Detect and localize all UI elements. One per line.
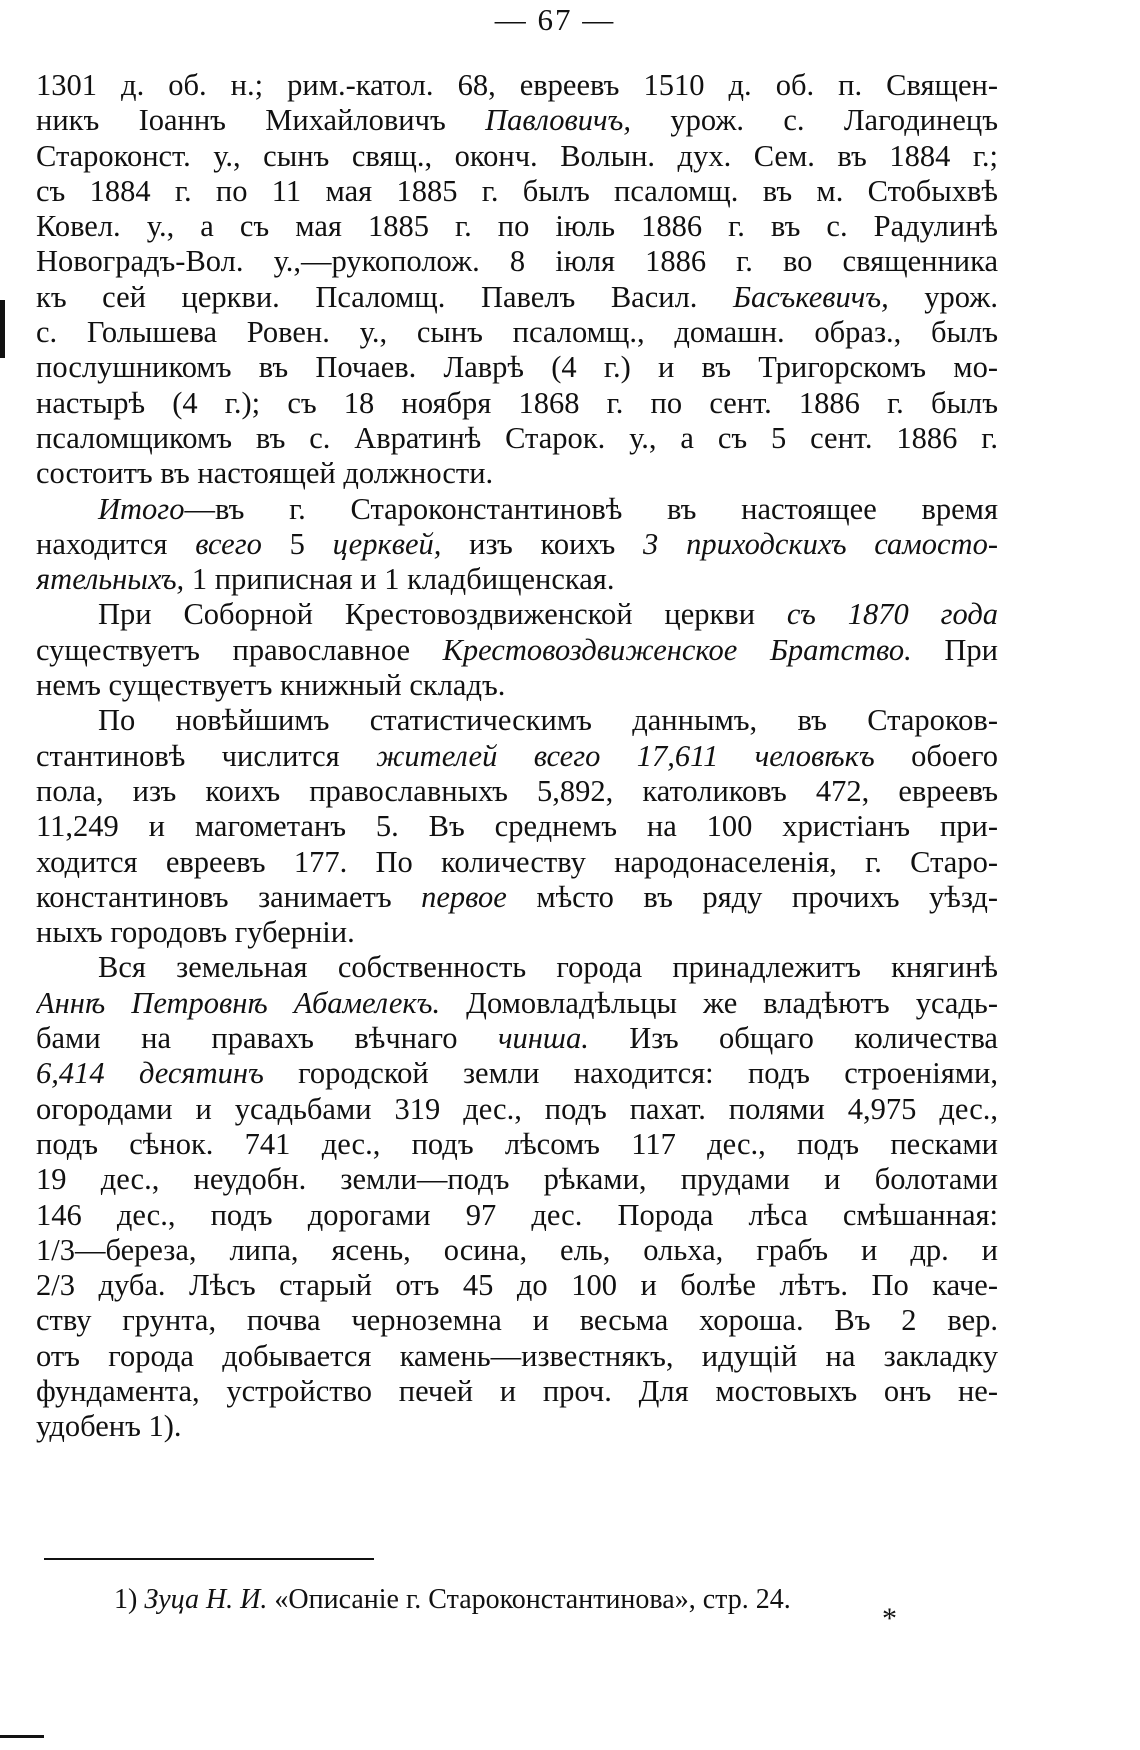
italic-text: всего [195, 526, 262, 561]
text-segment: огородами и усадьбами 319 дес., подъ пахат. полями 4,975 дес., [36, 1091, 998, 1126]
text-line [36, 668, 998, 703]
text-segment: По новѣйшимъ статистическимъ даннымъ, въ Староков- [98, 703, 998, 738]
text-segment: Новоградъ-Вол. у.,—рукополож. 8 іюля 1886 г. во священника [36, 244, 998, 279]
text-segment: 1 приписная и 1 кладбищенская. [184, 562, 615, 597]
margin-mark [0, 1735, 44, 1738]
italic-text: Аннѣ Петровнѣ Абамелекъ. [36, 985, 441, 1020]
text-segment: обоего [874, 738, 998, 773]
text-segment: псаломщикомъ въ с. Авратинѣ Старок. у., а съ 5 сент. 1886 г. [36, 420, 998, 455]
text-line [36, 1374, 998, 1409]
text-segment: 5 [261, 526, 333, 561]
text-line [36, 1409, 998, 1444]
text-segment: изъ коихъ [441, 526, 644, 561]
text-segment: немъ существуетъ книжный складъ. [36, 668, 506, 703]
paragraph [36, 68, 998, 492]
text-segment: никъ Іоаннъ Михайловичъ [36, 103, 486, 138]
paragraph [36, 492, 998, 598]
footnote [114, 1584, 791, 1616]
text-line [36, 597, 998, 632]
text-line [36, 280, 998, 315]
text-segment: находится [36, 526, 196, 561]
text-line [36, 1268, 998, 1303]
text-segment: ходится евреевъ 177. По количеству народонаселенія, г. Старо- [36, 844, 998, 879]
text-segment: урож. с. Лагодинецъ [631, 103, 998, 138]
text-line [36, 1233, 998, 1268]
text-segment: 2/3 дуба. Лѣсъ старый отъ 45 до 100 и болѣе лѣтъ. По каче- [36, 1268, 998, 1303]
text-line [36, 809, 998, 844]
text-segment: 146 дес., подъ дорогами 97 дес. Порода лѣса смѣшанная: [36, 1197, 998, 1232]
text-line [36, 562, 998, 597]
text-line [36, 1127, 998, 1162]
text-line [36, 703, 998, 738]
text-line [36, 774, 998, 809]
text-segment: удобенъ 1). [36, 1409, 182, 1444]
star-mark: * [882, 1602, 897, 1635]
text-line [36, 880, 998, 915]
page-number: — 67 — [494, 2, 616, 37]
text-segment: Староконст. у., сынъ свящ., оконч. Волын. дух. Сем. въ 1884 г.; [36, 138, 998, 173]
text-line [36, 492, 998, 527]
text-segment: существуетъ православное [36, 632, 443, 667]
italic-text: первое [421, 879, 507, 914]
text-line [36, 1162, 998, 1197]
text-line [36, 386, 998, 421]
italic-text: съ 1870 года [786, 597, 998, 632]
margin-mark [0, 300, 5, 358]
text-line [36, 1056, 998, 1091]
text-line [36, 456, 998, 491]
text-line [36, 1339, 998, 1374]
italic-text: Павловичъ, [485, 103, 631, 138]
text-line [36, 950, 998, 985]
text-line [36, 68, 998, 103]
text-segment: настырѣ (4 г.); съ 18 ноября 1868 г. по сент. 1886 г. былъ [36, 385, 998, 420]
text-line [36, 845, 998, 880]
text-segment: 19 дес., неудобн. земли—подъ рѣками, прудами и болотами [36, 1162, 998, 1197]
text-segment: Вся земельная собственность города принадлежитъ княгинѣ [98, 950, 998, 985]
italic-text: ятельныхъ, [36, 562, 185, 597]
text-segment: бами на правахъ вѣчнаго [36, 1021, 498, 1056]
text-segment: 11,249 и магометанъ 5. Въ среднемъ на 100 христіанъ при- [36, 809, 998, 844]
text-segment: При Соборной Крестовоздвиженской церкви [98, 597, 787, 632]
text-segment: Домовладѣльцы же владѣютъ усадь- [440, 985, 998, 1020]
italic-text: 6,414 десятинъ [36, 1056, 264, 1091]
text-line [36, 174, 998, 209]
text-segment: —въ г. Староконстантиновѣ въ настоящее время [184, 491, 998, 526]
italic-text: Крестовоздвиженское Братство. [442, 632, 912, 667]
text-segment: 1/3—береза, липа, ясень, осина, ель, ольха, грабъ и др. и [36, 1232, 998, 1267]
text-segment: съ 1884 г. по 11 мая 1885 г. былъ псаломщ. въ м. Стобыхвѣ [36, 173, 998, 208]
text-line [36, 633, 998, 668]
italic-text: 3 приходскихъ самосто- [643, 526, 998, 561]
italic-text: Басъкевичъ, [732, 279, 889, 314]
text-line [36, 1021, 998, 1056]
text-line [36, 986, 998, 1021]
paragraph [36, 950, 998, 1444]
text-segment: с. Голышева Ровен. у., сынъ псаломщ., домашн. образ., былъ [36, 315, 998, 350]
text-segment: послушникомъ въ Почаев. Лаврѣ (4 г.) и въ Тригорскомъ мо- [36, 350, 998, 385]
text-segment: 1301 д. об. н.; рим.-катол. 68, евреевъ 1510 д. об. п. Священ- [36, 68, 998, 102]
paragraph [36, 597, 998, 703]
footnote-marker: 1) [114, 1584, 138, 1615]
text-line [36, 139, 998, 174]
italic-text: Итого [98, 491, 185, 526]
text-segment: городской земли находится: подъ строеніями, [263, 1056, 998, 1091]
body-text [36, 68, 998, 1445]
italic-text: жителей всего 17,611 человѣкъ [376, 738, 875, 773]
text-segment: подъ сѣнок. 741 дес., подъ лѣсомъ 117 дес., подъ песками [36, 1126, 998, 1161]
text-line [36, 1092, 998, 1127]
text-line [36, 527, 998, 562]
text-segment: урож. [888, 279, 998, 314]
text-segment: При [911, 632, 998, 667]
text-line [36, 209, 998, 244]
text-line [36, 421, 998, 456]
text-segment: фундамента, устройство печей и проч. Для мостовыхъ онъ не- [36, 1373, 998, 1408]
text-line [36, 1198, 998, 1233]
footnote-divider [44, 1558, 374, 1560]
paragraph [36, 703, 998, 950]
text-segment: ству грунта, почва черноземна и весьма хороша. Въ 2 вер. [36, 1303, 998, 1338]
text-segment: состоитъ въ настоящей должности. [36, 456, 494, 491]
text-segment: Ковел. у., а съ мая 1885 г. по іюль 1886 г. въ с. Радулинѣ [36, 209, 998, 244]
text-line [36, 350, 998, 385]
text-segment: къ сей церкви. Псаломщ. Павелъ Васил. [36, 279, 733, 314]
footnote-author: Зуца Н. И. [144, 1584, 268, 1615]
footnote-title: «Описаніе г. Староконстантинова», стр. 24. [274, 1584, 791, 1615]
text-segment: отъ города добывается камень—известнякъ, идущій на закладку [36, 1338, 998, 1373]
text-segment: стантиновѣ числится [36, 738, 377, 773]
text-segment: ныхъ городовъ губерніи. [36, 915, 355, 950]
text-segment: пола, изъ коихъ православныхъ 5,892, католиковъ 472, евреевъ [36, 773, 998, 808]
text-segment: Изъ общаго количества [588, 1021, 998, 1056]
text-line [36, 244, 998, 279]
italic-text: чинша. [497, 1021, 589, 1056]
italic-text: церквей, [332, 526, 442, 561]
text-line [36, 103, 998, 138]
text-segment: константиновъ занимаетъ [36, 879, 422, 914]
text-line [36, 1303, 998, 1338]
text-line [36, 915, 998, 950]
text-line [36, 739, 998, 774]
text-segment: мѣсто въ ряду прочихъ уѣзд- [506, 879, 998, 914]
text-line [36, 315, 998, 350]
